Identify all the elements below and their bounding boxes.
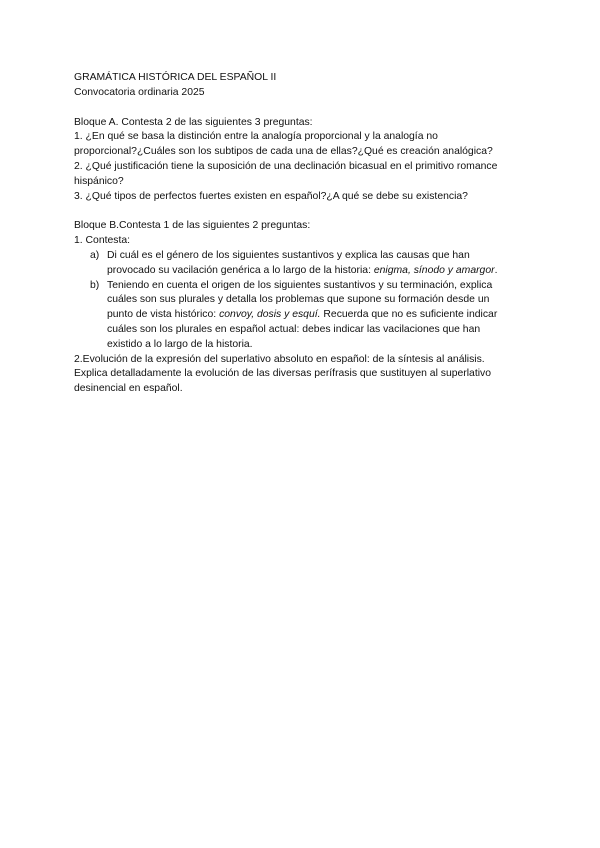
subquestion-a-line-1: Di cuál es el género de los siguientes sustantivos y explica las causas que han: [107, 249, 470, 261]
spacer: [74, 101, 534, 116]
bloque-a-question-2-line-1: 2. ¿Qué justificación tiene la suposición de una declinación bicasual en el primitivo romance: [74, 160, 498, 172]
bloque-a-question-3: 3. ¿Qué tipos de perfectos fuertes existen en español?¿A qué se debe su existencia?: [74, 190, 468, 202]
bloque-b-heading: Bloque B.Contesta 1 de las siguientes 2 preguntas:: [74, 220, 311, 232]
bloque-a-heading: Bloque A. Contesta 2 de las siguientes 3 preguntas:: [74, 116, 313, 128]
subquestion-a-marker: a): [90, 249, 100, 261]
subquestion-a-line-2-end: .: [494, 264, 498, 276]
subquestion-b-line-3: [107, 308, 534, 323]
spacer: [74, 204, 534, 219]
bloque-b-question-1-label: 1. Contesta:: [74, 235, 131, 247]
subquestion-b-line-3-text: punto de vista histórico:: [107, 309, 220, 321]
subquestion-b-line-1: Teniendo en cuenta el origen de los siguientes sustantivos y su terminación, explica: [107, 279, 493, 291]
subquestion-a: [74, 249, 534, 279]
subquestion-b-line-3-end: Recuerda que no es suficiente indicar: [320, 309, 498, 321]
document-title: GRAMÁTICA HISTÓRICA DEL ESPAÑOL II: [74, 72, 277, 83]
bloque-a-question-2-line-2: hispánico?: [74, 175, 124, 187]
document-subtitle: Convocatoria ordinaria 2025: [74, 86, 205, 98]
bloque-b-question-2-line-1: 2.Evolución de la expresión del superlativo absoluto en español: de la síntesis al análisis.: [74, 353, 485, 365]
subquestion-a-line-2: [107, 264, 534, 279]
subquestion-b-italic-terms: convoy, dosis y esquí.: [219, 309, 321, 321]
bloque-b-subquestions: [74, 249, 534, 353]
subquestion-a-italic-terms: enigma, sínodo y amargor: [373, 264, 495, 276]
subquestion-b: [74, 279, 534, 353]
subquestion-b-marker: b): [90, 279, 100, 291]
bloque-b-question-2-line-2: Explica detalladamente la evolución de las diversas perífrasis que sustituyen al superlativo: [74, 368, 492, 380]
bloque-b-question-2-line-3: desinencial en español.: [74, 383, 183, 395]
subquestion-b-line-2: cuáles son sus plurales y detalla los problemas que supone su formación desde un: [107, 294, 490, 306]
subquestion-a-line-2-text: provocado su vacilación genérica a lo largo de la historia:: [107, 264, 374, 276]
bloque-a-question-1-line-2: proporcional?¿Cuáles son los subtipos de cada una de ellas?¿Qué es creación analógica?: [74, 146, 493, 158]
exam-content: [74, 71, 534, 397]
subquestion-b-line-4: cuáles son los plurales en español actual: debes indicar las vacilaciones que han: [107, 323, 481, 335]
bloque-a-question-1-line-1: 1. ¿En qué se basa la distinción entre la analogía proporcional y la analogía no: [74, 131, 438, 143]
subquestion-b-line-5: existido a lo largo de la historia.: [107, 338, 253, 350]
